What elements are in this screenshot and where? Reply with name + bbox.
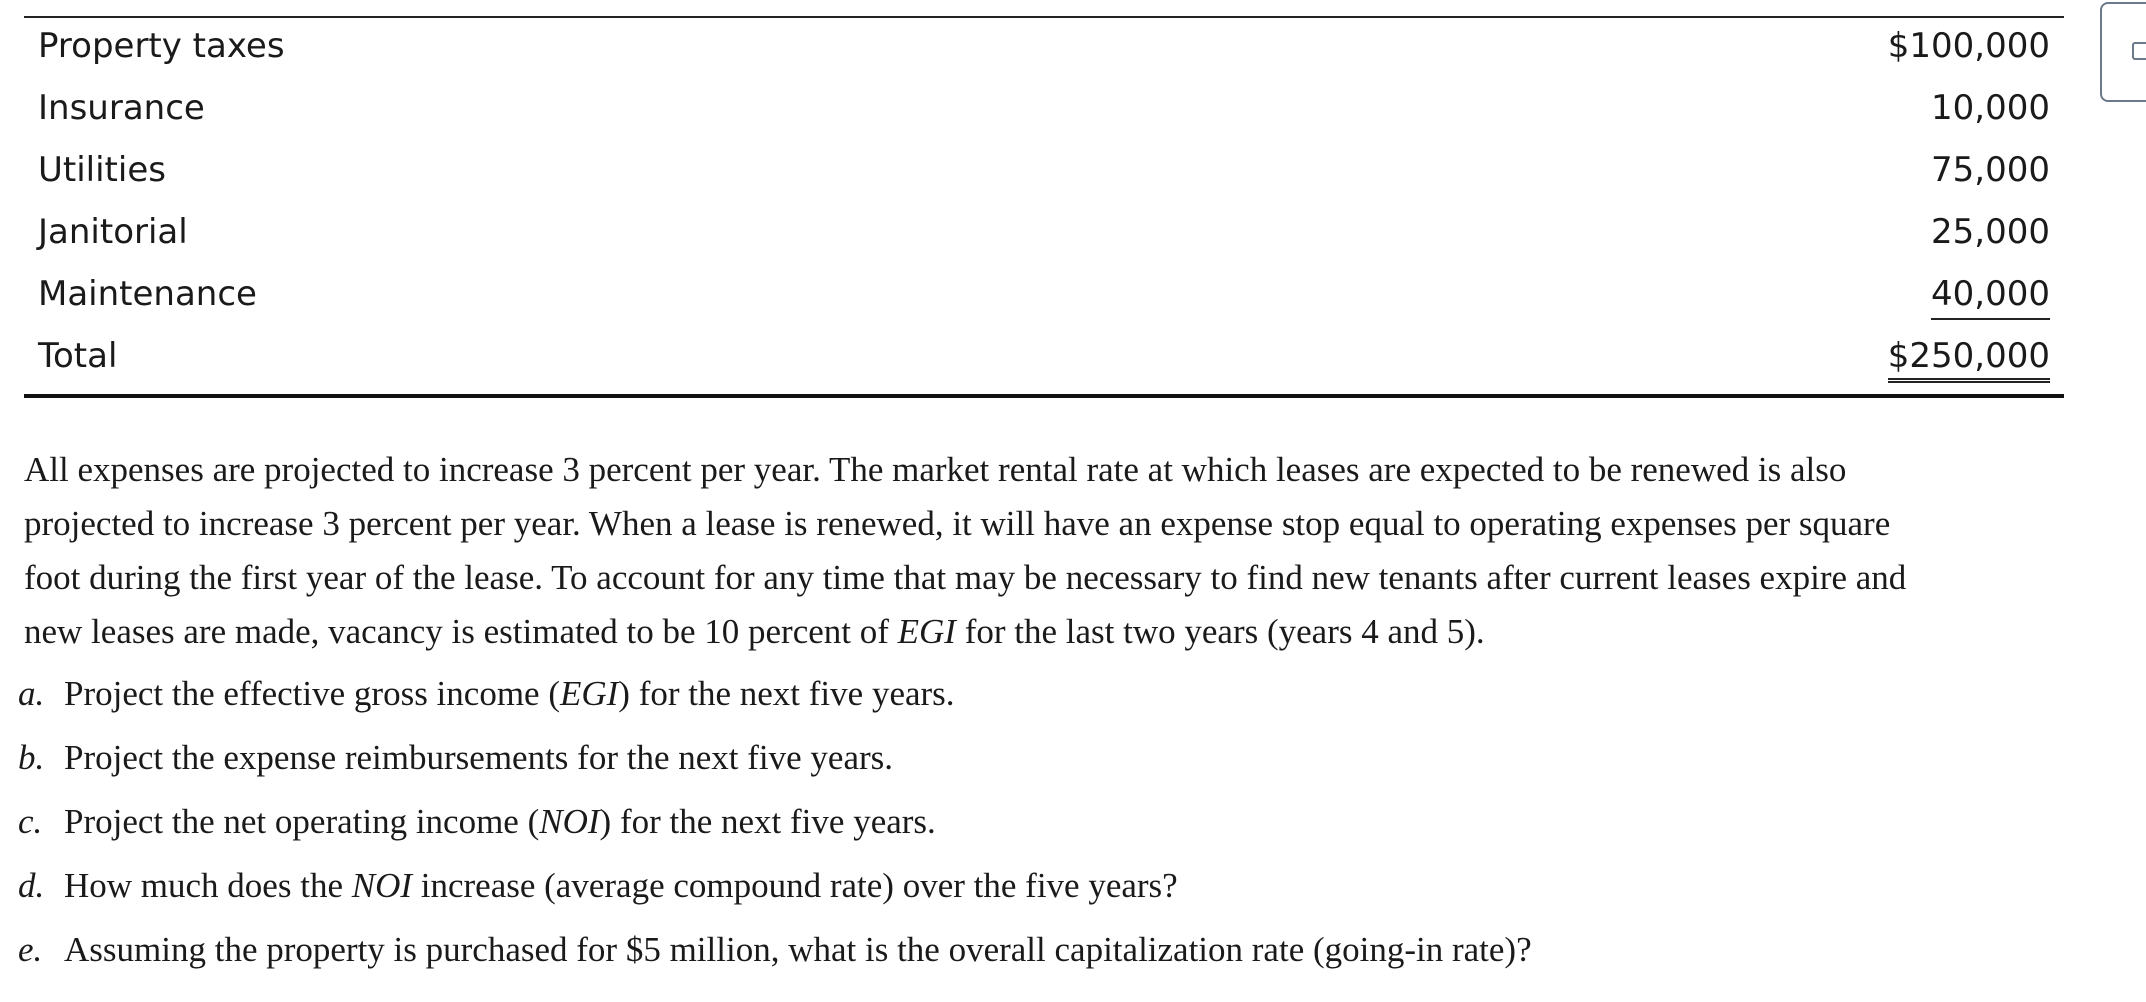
total-row (24, 328, 2064, 390)
table-row (24, 142, 2064, 204)
question-letter: e. (18, 930, 43, 969)
row-amount: 10,000 (1931, 88, 2050, 128)
problem-paragraph (24, 443, 2084, 659)
question-letter: b. (18, 738, 45, 777)
row-amount: 40,000 (1931, 274, 2050, 320)
question-text: increase (average compound rate) over the five years? (412, 866, 1178, 905)
question-item (18, 674, 2098, 738)
paragraph-line: projected to increase 3 percent per year. When a lease is renewed, it will have an expense stop equal to operating expenses per square (24, 504, 1891, 543)
question-text: Project the expense reimbursements for the next five years. (64, 738, 894, 777)
total-amount: $250,000 (1888, 336, 2050, 383)
row-amount: 75,000 (1931, 150, 2050, 190)
question-item (18, 802, 2098, 866)
question-text: ) for the next five years. (618, 674, 955, 713)
question-item (18, 738, 2098, 802)
side-panel-tab[interactable] (2100, 2, 2146, 102)
table-row (24, 204, 2064, 266)
question-emphasis: EGI (559, 674, 619, 713)
expense-table (24, 16, 2064, 398)
total-label: Total (38, 336, 118, 376)
row-label: Property taxes (38, 26, 285, 66)
row-label: Utilities (38, 150, 166, 190)
table-row (24, 18, 2064, 80)
paragraph-line: All expenses are projected to increase 3 percent per year. The market rental rate at which leases are expected to be renewed is also (24, 450, 1847, 489)
table-row (24, 80, 2064, 142)
question-emphasis: NOI (539, 802, 600, 841)
question-item (18, 866, 2098, 930)
question-text: How much does the (64, 866, 352, 905)
paragraph-line: for the last two years (years 4 and 5). (955, 612, 1485, 651)
row-label: Insurance (38, 88, 205, 128)
question-letter: d. (18, 866, 45, 905)
question-text: ) for the next five years. (599, 802, 936, 841)
question-emphasis: NOI (351, 866, 413, 905)
paragraph-emphasis: EGI (897, 612, 956, 651)
question-list (18, 674, 2098, 994)
paragraph-line: foot during the first year of the lease. To account for any time that may be necessary to find new tenants after current leases expire and (24, 558, 1907, 597)
question-text: Project the net operating income ( (64, 802, 540, 841)
table-row (24, 266, 2064, 328)
question-letter: c. (18, 802, 43, 841)
question-text: Project the effective gross income ( (64, 674, 560, 713)
panel-toggle-icon (2132, 42, 2146, 60)
question-text: Assuming the property is purchased for $5 million, what is the overall capitalization rate (going-in rate)? (64, 930, 1532, 969)
row-label: Janitorial (38, 212, 188, 252)
question-letter: a. (18, 674, 45, 713)
row-amount: $100,000 (1887, 26, 2050, 66)
row-amount: 25,000 (1931, 212, 2050, 252)
row-label: Maintenance (38, 274, 257, 314)
paragraph-line: new leases are made, vacancy is estimated to be 10 percent of (24, 612, 898, 651)
question-item (18, 930, 2098, 994)
